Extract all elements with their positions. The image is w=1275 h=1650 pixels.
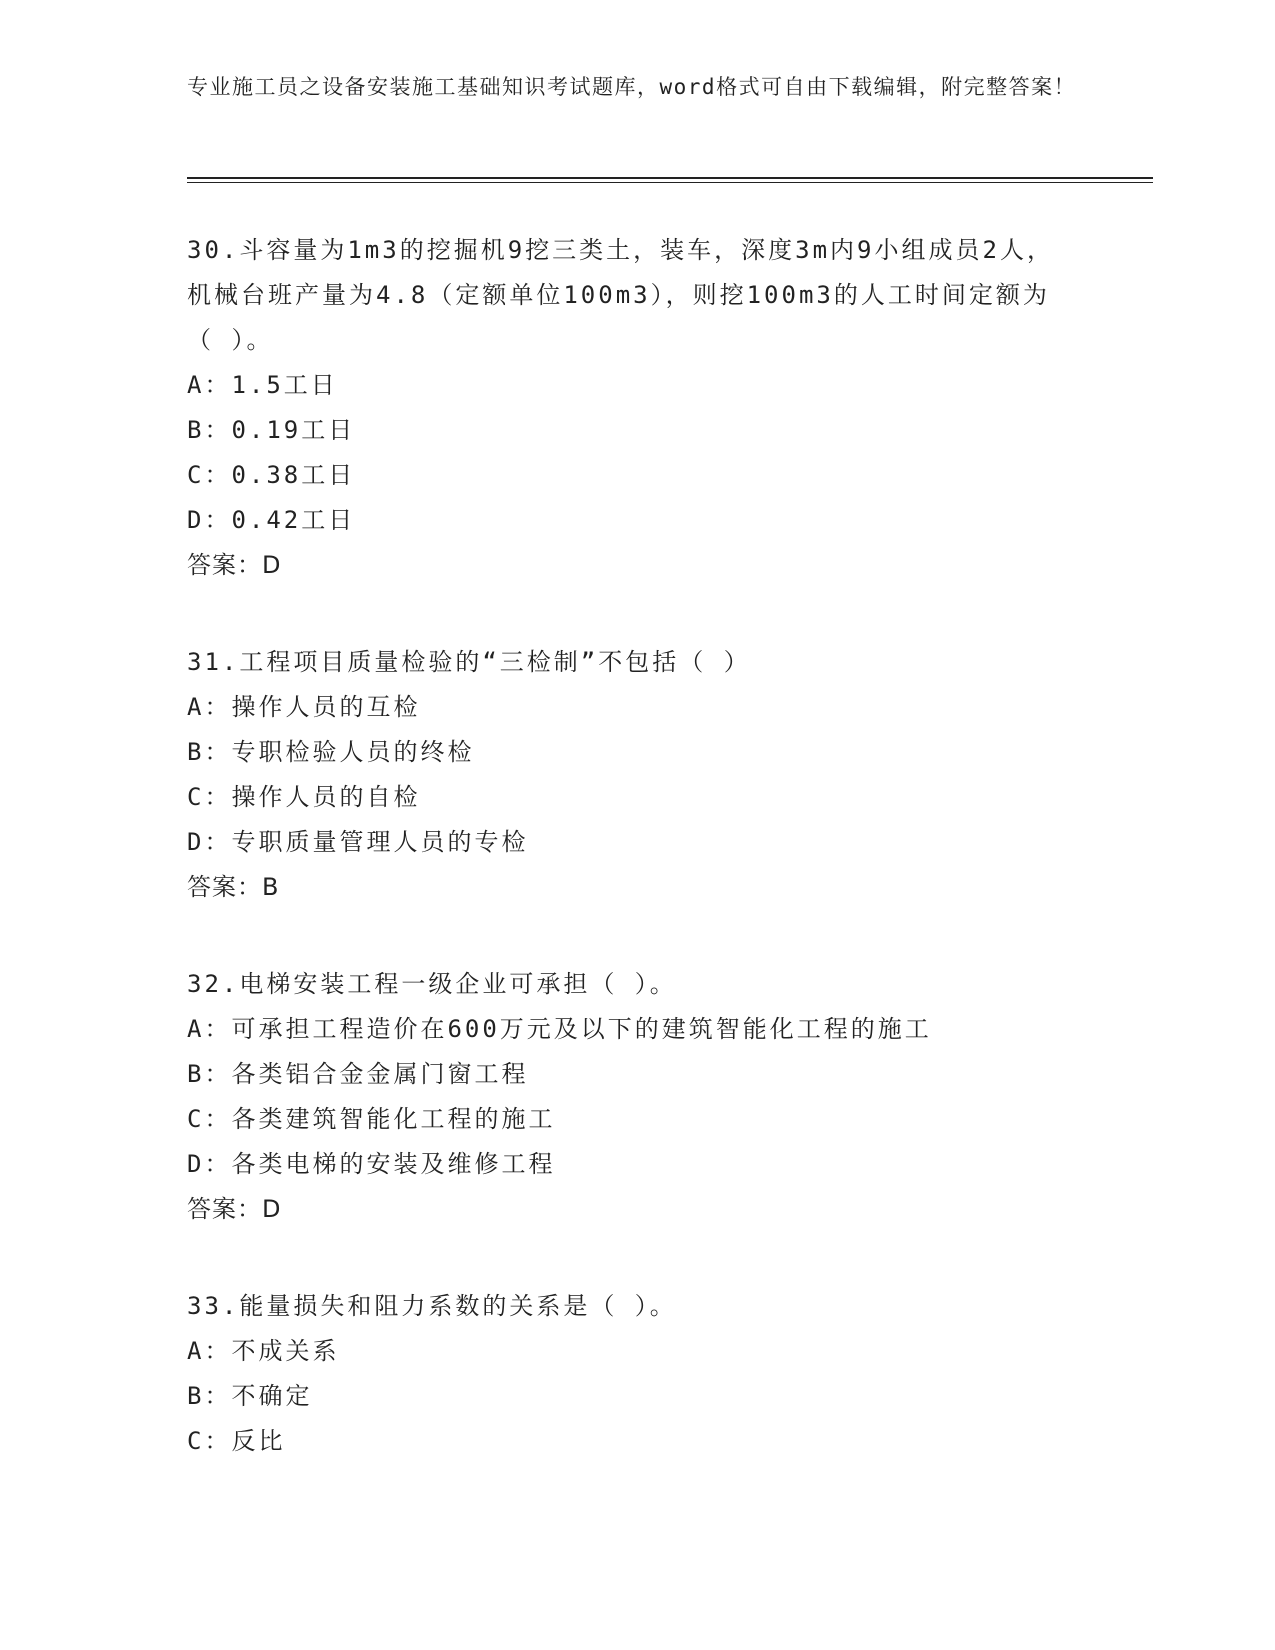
- question-stem: 30.斗容量为1m3的挖掘机9挖三类土，装车，深度3m内9小组成员2人，机械台班产量为4.8（定额单位100m3），则挖100m3的人工时间定额为（ ）。: [187, 236, 1054, 354]
- option-d: D：0.42工日: [187, 506, 356, 534]
- option-c: C：操作人员的自检: [187, 783, 421, 811]
- option-d: D：各类电梯的安装及维修工程: [187, 1150, 556, 1178]
- question-33: [187, 1284, 1067, 1464]
- header-divider-thin: [187, 182, 1153, 183]
- header-intro: 专业施工员之设备安装施工基础知识考试题库，word格式可自由下载编辑，附完整答案！: [187, 75, 1077, 99]
- question-stem: 31.工程项目质量检验的“三检制”不包括（ ）: [187, 648, 751, 676]
- option-b: B：0.19工日: [187, 416, 356, 444]
- answer-label: 答案：D: [187, 1195, 282, 1223]
- question-stem: 32.电梯安装工程一级企业可承担（ ）。: [187, 970, 677, 998]
- question-stem: 33.能量损失和阻力系数的关系是（ ）。: [187, 1292, 677, 1320]
- option-a: A：操作人员的互检: [187, 693, 421, 721]
- answer-label: 答案：B: [187, 873, 280, 901]
- option-c: C：各类建筑智能化工程的施工: [187, 1105, 556, 1133]
- document-header: [187, 72, 1087, 103]
- option-a: A：不成关系: [187, 1337, 340, 1365]
- header-divider: [187, 177, 1153, 179]
- question-31: [187, 640, 1067, 910]
- option-b: B：专职检验人员的终检: [187, 738, 475, 766]
- option-c: C：反比: [187, 1427, 286, 1455]
- question-32: [187, 962, 1067, 1232]
- answer-label: 答案：D: [187, 551, 282, 579]
- option-b: B：不确定: [187, 1382, 313, 1410]
- option-a: A：1.5工日: [187, 371, 338, 399]
- option-a: A：可承担工程造价在600万元及以下的建筑智能化工程的施工: [187, 1015, 932, 1043]
- question-30: [187, 228, 1067, 588]
- option-b: B：各类铝合金金属门窗工程: [187, 1060, 529, 1088]
- option-d: D：专职质量管理人员的专检: [187, 828, 529, 856]
- option-c: C：0.38工日: [187, 461, 356, 489]
